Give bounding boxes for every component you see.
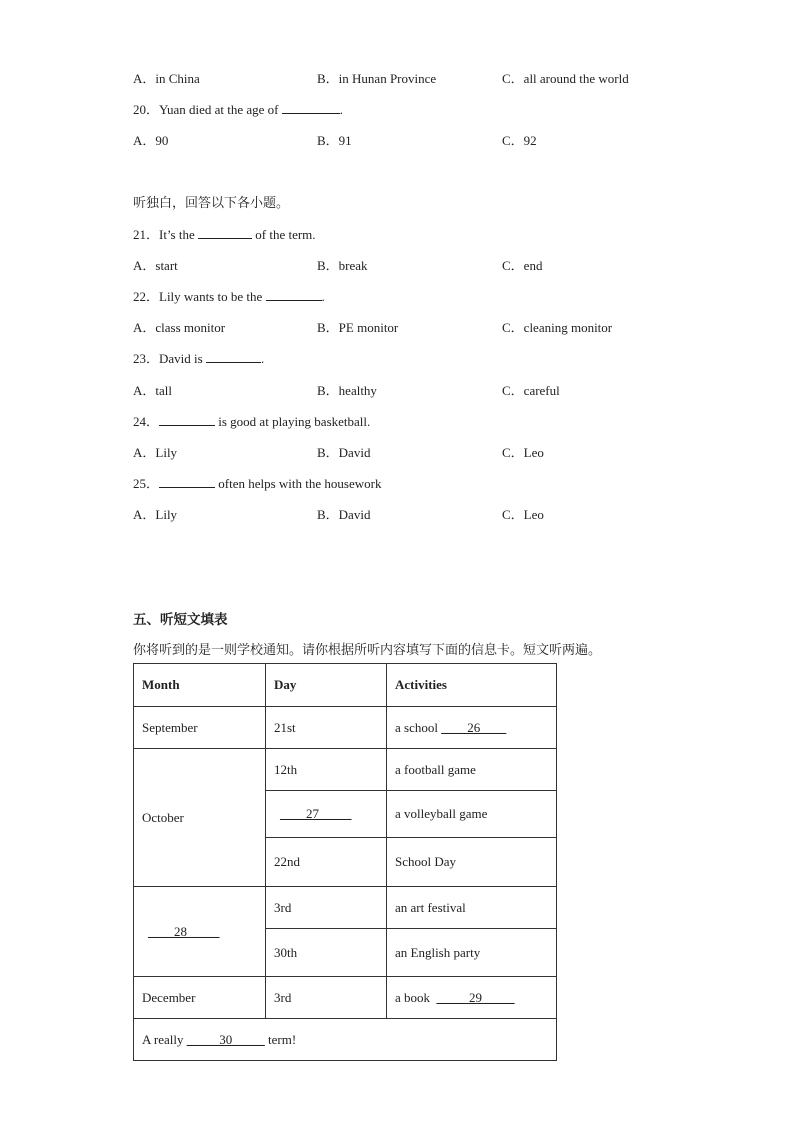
q24-option-b: B．David — [317, 445, 371, 460]
q22-answer-blank — [266, 289, 322, 301]
cell-day: 21st — [266, 707, 387, 749]
q23-stem-end: . — [260, 351, 265, 366]
cell-month: December — [134, 977, 266, 1019]
q19-option-a: A．in China — [133, 71, 200, 86]
table-row — [134, 707, 557, 749]
answer-blank-27: ____27_____ — [280, 806, 352, 821]
cell-footer — [134, 1019, 557, 1061]
q25-answer-blank — [159, 476, 215, 488]
activity-text: a book — [395, 989, 437, 1005]
q24-stem — [133, 411, 370, 430]
q20-stem-end: . — [339, 102, 343, 117]
monologue-instruction: 听独白，回答以下各小题。 — [133, 196, 290, 211]
q24-stem-text: is good at playing basketball. — [215, 414, 371, 429]
q20-stem-text: 20．Yuan died at the age of — [133, 102, 282, 117]
q20-answer-blank — [282, 102, 340, 114]
q20-option-b: B．91 — [317, 133, 352, 148]
q23-option-a: A．tall — [133, 383, 172, 398]
header-month: Month — [134, 664, 266, 707]
q21-option-c: C．end — [502, 258, 543, 273]
q23-option-c: C．careful — [502, 383, 560, 398]
footer-text: A really — [142, 1031, 187, 1047]
q24-answer-blank — [159, 414, 215, 426]
section-five-title: 五、听短文填表 — [133, 612, 228, 628]
cell-activity: an English party — [387, 929, 557, 977]
info-card-table — [133, 663, 557, 1061]
q25-stem-text: often helps with the housework — [215, 476, 382, 491]
table-row — [134, 749, 557, 791]
cell-day: 3rd — [266, 887, 387, 929]
q25-stem-number: 25． — [133, 476, 160, 491]
cell-day-blank — [266, 791, 387, 838]
cell-activity — [387, 977, 557, 1019]
q22-option-b: B．PE monitor — [317, 320, 399, 335]
q25-option-c: C．Leo — [502, 507, 544, 522]
section-five-instruction: 你将听到的是一则学校通知。请你根据所听内容填写下面的信息卡。短文听两遍。 — [133, 643, 602, 658]
q22-option-c: C．cleaning monitor — [502, 320, 613, 335]
q25-stem — [133, 473, 381, 492]
q22-stem-text: 22．Lily wants to be the — [133, 289, 266, 304]
q21-answer-blank — [198, 227, 252, 239]
header-activities: Activities — [387, 664, 557, 707]
q24-stem-number: 24． — [133, 414, 160, 429]
q20-option-c: C．92 — [502, 133, 537, 148]
cell-activity: School Day — [387, 838, 557, 887]
table-row — [134, 887, 557, 929]
cell-day: 12th — [266, 749, 387, 791]
activity-text: a school — [395, 719, 442, 735]
q21-stem-text: 21．It’s the — [133, 227, 198, 242]
answer-blank-28: ____28_____ — [148, 923, 220, 939]
table-header-row — [134, 664, 557, 707]
cell-activity: an art festival — [387, 887, 557, 929]
table-row — [134, 977, 557, 1019]
q23-option-b: B．healthy — [317, 383, 377, 398]
q20-stem — [133, 99, 343, 118]
q25-option-a: A．Lily — [133, 507, 178, 522]
cell-month: September — [134, 707, 266, 749]
q23-stem-text: 23．David is — [133, 351, 206, 366]
q23-stem — [133, 348, 264, 367]
q21-stem-end: of the term. — [252, 227, 316, 242]
cell-day: 3rd — [266, 977, 387, 1019]
q25-option-b: B．David — [317, 507, 371, 522]
q21-stem — [133, 224, 316, 243]
cell-day: 22nd — [266, 838, 387, 887]
table-footer-row — [134, 1019, 557, 1061]
q21-option-a: A．start — [133, 258, 178, 273]
cell-activity: a volleyball game — [387, 791, 557, 838]
cell-activity — [387, 707, 557, 749]
q19-option-b: B．in Hunan Province — [317, 71, 437, 86]
cell-month-october: October — [134, 749, 266, 887]
q24-option-a: A．Lily — [133, 445, 178, 460]
q22-stem — [133, 286, 325, 305]
q24-option-c: C．Leo — [502, 445, 544, 460]
answer-blank-30: _____30_____ — [186, 1031, 265, 1047]
footer-text-end: term! — [264, 1031, 297, 1047]
q20-option-a: A．90 — [133, 133, 169, 148]
cell-day: 30th — [266, 929, 387, 977]
cell-activity: a football game — [387, 749, 557, 791]
cell-month-blank — [134, 887, 266, 977]
header-day: Day — [266, 664, 387, 707]
answer-blank-29: _____29_____ — [436, 989, 515, 1005]
q23-answer-blank — [206, 351, 261, 363]
q22-option-a: A．class monitor — [133, 320, 226, 335]
answer-blank-26: ____26____ — [441, 719, 507, 735]
q19-option-c: C．all around the world — [502, 71, 629, 86]
q22-stem-end: . — [321, 289, 325, 304]
q21-option-b: B．break — [317, 258, 368, 273]
